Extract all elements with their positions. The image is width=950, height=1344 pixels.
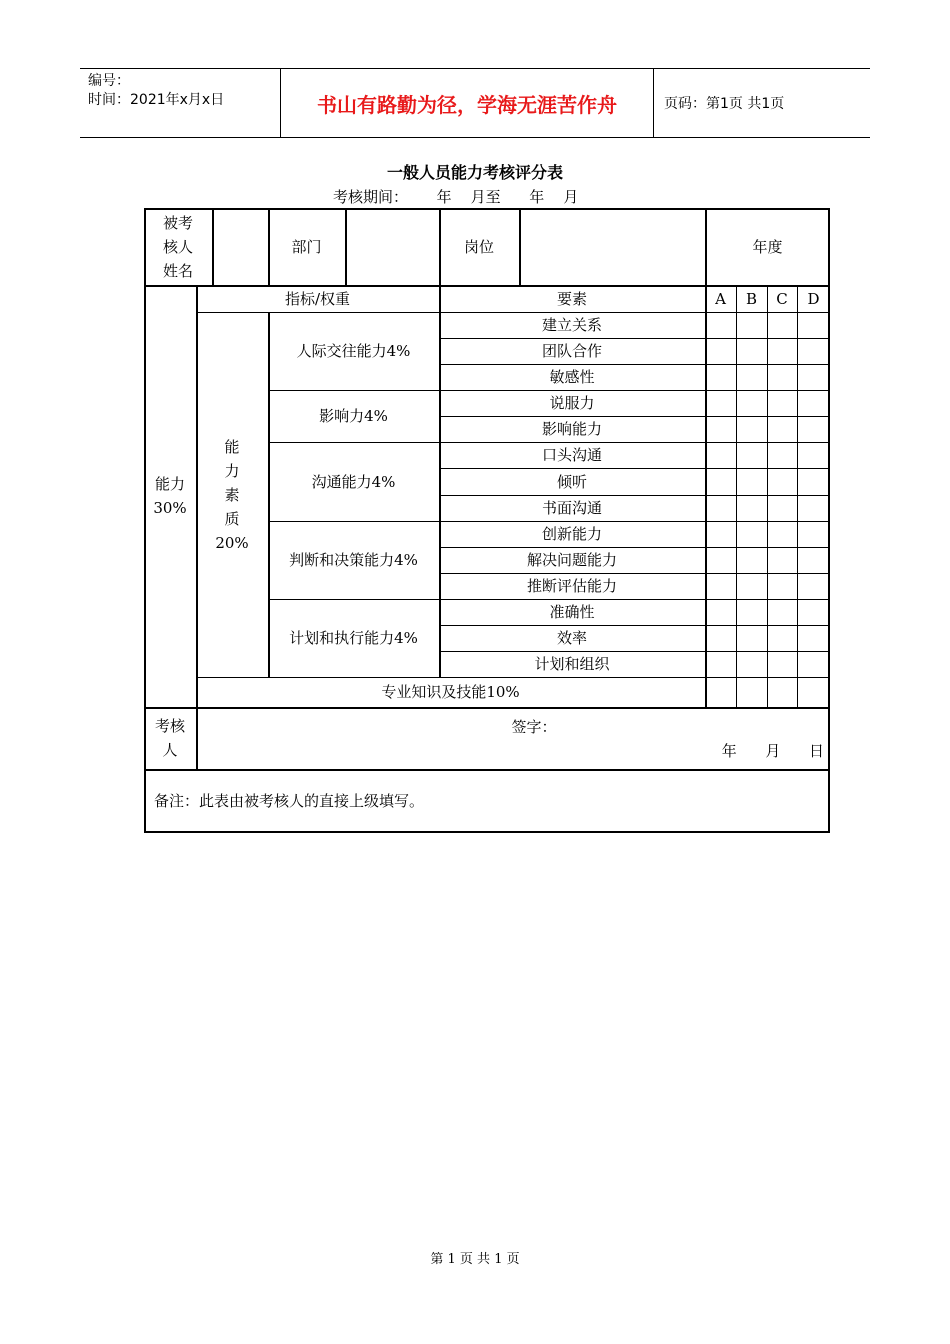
time-label: 时间：2021年x月x日	[88, 92, 225, 108]
element-item: 效率	[556, 629, 587, 647]
dept-label: 部门	[291, 237, 322, 256]
grade-d-header: D	[807, 289, 820, 308]
grade-c-header: C	[776, 289, 788, 308]
element-item: 倾听	[556, 472, 587, 491]
element-item: 准确性	[549, 603, 595, 621]
assessment-period: 考核期间： 年 月至 年 月	[333, 188, 579, 206]
element-item: 敏感性	[549, 368, 595, 386]
group-planning: 计划和执行能力4%	[289, 629, 418, 647]
note-text: 备注：此表由被考核人的直接上级填写。	[154, 792, 425, 810]
sign-date: 年 月 日	[721, 742, 824, 760]
element-item: 推断评估能力	[526, 577, 617, 595]
element-item: 书面沟通	[541, 499, 602, 517]
element-item: 建立关系	[541, 316, 602, 334]
form-title: 一般人员能力考核评分表	[386, 163, 563, 182]
element-item: 影响能力	[541, 420, 602, 438]
name-label: 被考 核人 姓名	[162, 213, 193, 280]
group-judgement: 判断和决策能力4%	[289, 551, 418, 569]
grade-b-header: B	[745, 289, 758, 308]
group-communication: 沟通能力4%	[311, 472, 396, 491]
element-item: 解决问题能力	[526, 551, 617, 569]
element-item: 团队合作	[541, 342, 602, 360]
element-item: 创新能力	[541, 525, 602, 543]
number-label: 编号：	[88, 73, 130, 89]
professional-skill: 专业知识及技能10%	[381, 683, 520, 701]
indicator-header: 指标/权重	[284, 289, 351, 308]
group-influence: 影响力4%	[319, 407, 388, 425]
page-header	[80, 68, 870, 138]
element-item: 口头沟通	[541, 446, 602, 464]
group-interpersonal: 人际交往能力4%	[296, 342, 411, 360]
year-label: 年度	[752, 237, 783, 256]
element-header: 要素	[556, 289, 587, 308]
form-border	[144, 208, 830, 833]
ability-label: 能力 30%	[153, 475, 187, 517]
header-meta	[80, 69, 281, 137]
element-item: 说服力	[549, 394, 595, 412]
quality-label: 能 力 素 质 20%	[215, 437, 249, 552]
element-item: 计划和组织	[534, 655, 610, 673]
grade-a-header: A	[715, 289, 726, 308]
page-footer: 第 1 页 共 1 页	[430, 1252, 520, 1267]
evaluation-form	[144, 208, 830, 833]
post-label: 岗位	[463, 237, 494, 256]
assessor-label: 考核 人	[154, 717, 185, 759]
header-page-info: 页码：第1页 共1页	[664, 96, 785, 112]
header-motto: 书山有路勤为径，学海无涯苦作舟	[281, 69, 654, 137]
signature-label: 签字：	[511, 718, 557, 736]
